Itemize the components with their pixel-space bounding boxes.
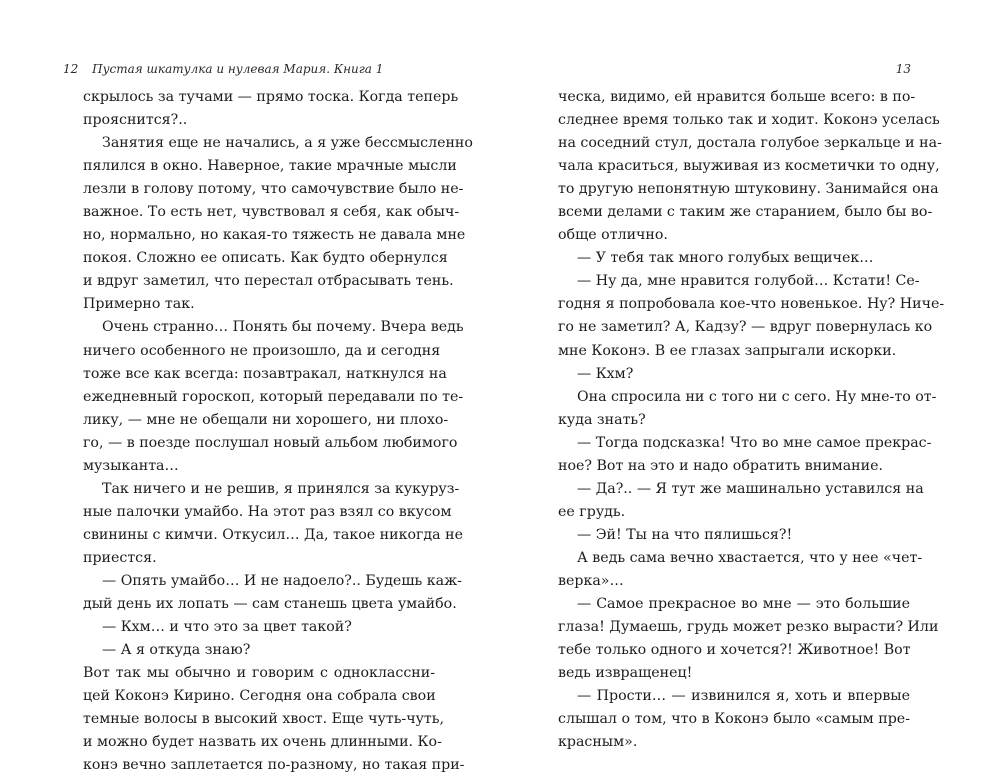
text-line: — Кхм? — [577, 365, 634, 382]
text-line: но, нормально, но какая-то тяжесть не давала мне — [83, 227, 466, 244]
text-line: скрылось за тучами — прямо тоска. Когда теперь — [83, 89, 459, 105]
left-page-number: 12 — [63, 62, 79, 76]
text-line: — Эй! Ты на что пялишься?! — [577, 526, 793, 543]
text-line: слышал о том, что в Коконэ было «самым пре- — [558, 711, 910, 728]
left-page — [0, 0, 495, 774]
text-line: — Ну да, мне нравится голубой… Кстати! Се- — [577, 273, 920, 290]
text-line: пялился в окно. Наверное, такие мрачные мысли — [83, 158, 457, 175]
text-line: Очень странно… Понять бы почему. Вчера ведь — [102, 319, 464, 336]
text-line: Так ничего и не решив, я принялся за кукуруз- — [102, 480, 460, 497]
text-line: ведь извращенец! — [558, 665, 693, 682]
text-line: лезли в голову потому, что самочувствие было не- — [83, 181, 464, 198]
left-running-head — [63, 62, 383, 76]
text-line: тоже все как всегда: позавтракал, наткнулся на — [83, 365, 447, 382]
text-line: то другую непонятную штуковину. Занимайся она — [558, 181, 939, 198]
right-page — [495, 0, 990, 751]
text-line: Она спросила ни с того ни с сего. Ну мне-то от- — [577, 388, 937, 405]
text-line: годня я попробовала кое-что новенькое. Ну? Ниче- — [558, 296, 945, 313]
text-line: ные палочки умайбо. На этот раз взял со вкусом — [83, 503, 452, 520]
text-line: А ведь сама вечно хвастается, что у нее «чет- — [577, 549, 923, 566]
book-title: Пустая шкатулка и нулевая Мария. Книга 1 — [92, 62, 384, 76]
text-line: — Прости… — извинился я, хоть и впервые — [577, 688, 910, 705]
text-line: верка»… — [558, 572, 624, 589]
text-line: лику, — мне не обещали ни хорошего, ни плохо- — [83, 411, 449, 428]
text-line: на соседний стул, достала голубое зеркальце и на- — [558, 135, 942, 152]
text-line: обще отлично. — [558, 227, 668, 244]
text-line: прояснится?.. — [83, 112, 188, 129]
text-line: го не заметил? А, Кадзу? — вдруг повернулась ко — [558, 319, 933, 336]
text-line: свинины с кимчи. Откусил… Да, такое никогда не — [83, 526, 463, 543]
right-body-text — [558, 86, 945, 754]
text-line: дый день их лопать — сам станешь цвета умайбо. — [83, 596, 457, 613]
text-line: всеми делами с таким же старанием, было бы во- — [558, 204, 933, 221]
text-line: — У тебя так много голубых вещичек… — [577, 250, 874, 267]
text-line: ежедневный гороскоп, который передавали по те- — [83, 388, 464, 405]
text-line: ничего особенного не произошло, да и сегодня — [83, 342, 441, 359]
text-line: темные волосы в высокий хвост. Еще чуть-чуть, — [83, 711, 445, 728]
text-line: — Кхм… и что это за цвет такой? — [102, 619, 352, 636]
text-line: мне Коконэ. В ее глазах запрыгали искорки. — [558, 342, 897, 359]
text-line: покоя. Сложно ее описать. Как будто обернулся — [83, 250, 448, 267]
text-line: конэ вечно заплетается по-разному, но такая при- — [83, 757, 465, 774]
text-line: Вот так мы обычно и говорим с одноклассни- — [83, 665, 435, 682]
text-line: и можно будет назвать их очень длинными. Ко- — [83, 734, 442, 751]
text-line: следнее время только так и ходит. Коконэ уселась — [558, 112, 940, 129]
right-page-number: 13 — [895, 62, 911, 76]
text-line: Примерно так. — [83, 296, 195, 313]
text-line: цей Коконэ Кирино. Сегодня она собрала свои — [83, 688, 436, 705]
text-line: — Да?.. — Я тут же машинально уставился на — [577, 480, 924, 497]
text-line: тебе только одного и хочется?! Животное! Вот — [558, 642, 911, 659]
text-line: — А я откуда знаю? — [102, 642, 251, 659]
text-line: важное. То есть нет, чувствовал я себя, как обыч- — [83, 204, 460, 221]
text-line: Занятия еще не начались, а я уже бессмысленно — [102, 135, 473, 152]
text-line: и вдруг заметил, что перестал отбрасывать тень. — [83, 273, 454, 290]
text-line: го, — в поезде послушал новый альбом любимого — [83, 434, 458, 451]
text-line: — Тогда подсказка! Что во мне самое прекрас- — [577, 434, 932, 451]
left-body-text — [83, 86, 473, 777]
text-line: — Самое прекрасное во мне — это большие — [577, 596, 910, 613]
text-line: глаза! Думаешь, грудь может резко вырасти? Или — [558, 619, 939, 636]
right-running-head — [896, 62, 911, 76]
text-line: красным». — [558, 734, 638, 751]
text-line: — Опять умайбо… И не надоело?.. Будешь каж- — [102, 572, 462, 589]
text-line: чала краситься, выуживая из косметички то одну, — [558, 158, 940, 175]
text-line: музыканта… — [83, 457, 179, 474]
text-line: ее грудь. — [558, 503, 626, 520]
text-line: ное? Вот на это и надо обратить внимание. — [558, 457, 883, 474]
text-line: ческа, видимо, ей нравится больше всего: в по- — [558, 89, 916, 105]
text-line: куда знать? — [558, 411, 646, 428]
text-line: приестся. — [83, 549, 157, 566]
